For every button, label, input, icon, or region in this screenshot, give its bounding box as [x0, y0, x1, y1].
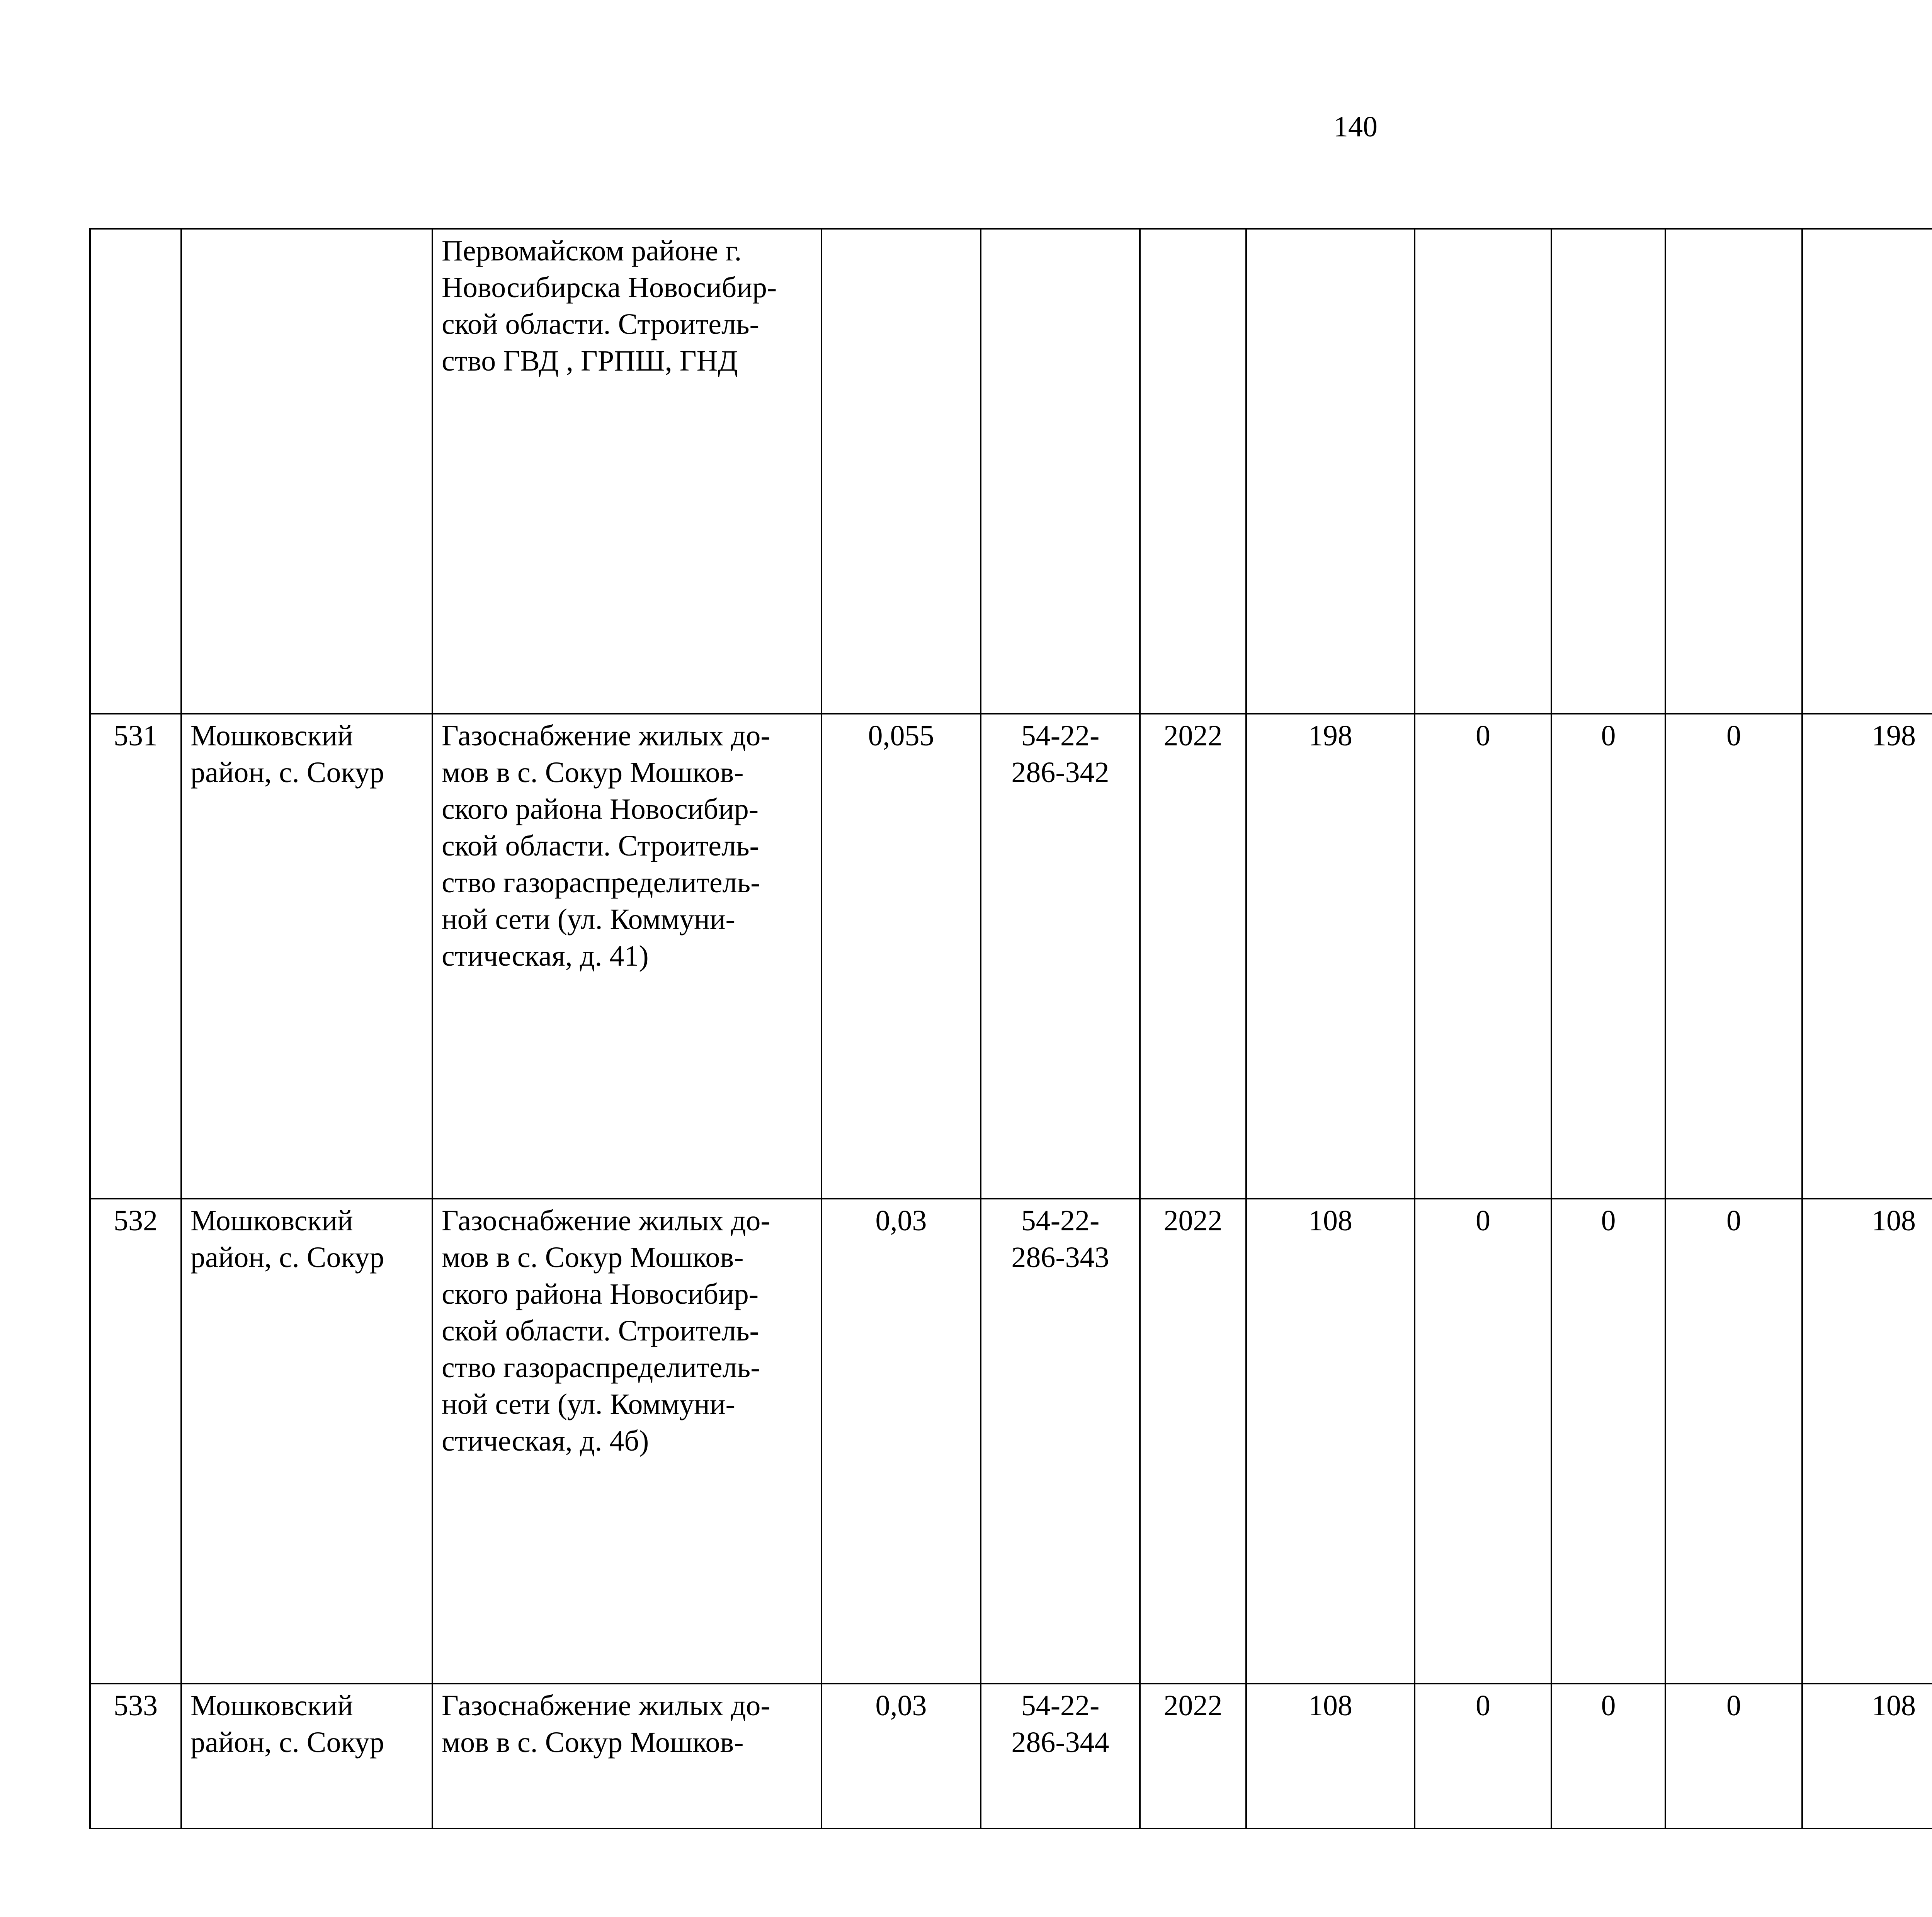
cell-code-line: 54-22- — [1021, 720, 1100, 752]
cell-object-line: Первомайском районе г. — [442, 235, 742, 267]
cell-district — [181, 1684, 432, 1829]
cell-code-line: 286-344 — [1011, 1726, 1109, 1759]
cell-number: 531 — [90, 714, 181, 1199]
cell-object-line: стическая, д. 41) — [442, 940, 649, 972]
page-number: 140 — [1333, 111, 1378, 143]
cell-value-1: 0 — [1415, 1199, 1551, 1684]
cell-district-line: Мошковский — [190, 1204, 353, 1237]
cell-object-line: ство газораспределитель- — [442, 866, 760, 899]
cell-length: 0,03 — [821, 1199, 981, 1684]
cell-value-3: 0 — [1665, 714, 1802, 1199]
cell-district — [181, 1199, 432, 1684]
cell-value-2: 0 — [1551, 1684, 1665, 1829]
cell-code — [981, 1684, 1140, 1829]
cell-district — [181, 229, 432, 714]
table-row — [90, 714, 1932, 1199]
cell-value-1: 0 — [1415, 714, 1551, 1199]
cell-value-2: 0 — [1551, 714, 1665, 1199]
cell-value-3: 0 — [1665, 1684, 1802, 1829]
cell-year: 2022 — [1140, 1684, 1246, 1829]
cell-length: 0,03 — [821, 1684, 981, 1829]
cell-object — [432, 1684, 821, 1829]
cell-object-line: ской области. Строитель- — [442, 1315, 759, 1347]
cell-code — [981, 1199, 1140, 1684]
cell-district-line: район, с. Сокур — [190, 756, 384, 789]
cell-object-line: Газоснабжение жилых до- — [442, 720, 770, 752]
cell-object-line: ского района Новосибир- — [442, 793, 759, 825]
cell-value-2 — [1551, 229, 1665, 714]
cell-value-4: 198 — [1802, 714, 1932, 1199]
cell-district-line: Мошковский — [190, 720, 353, 752]
cell-total — [1246, 229, 1415, 714]
cell-value-2: 0 — [1551, 1199, 1665, 1684]
cell-object — [432, 714, 821, 1199]
cell-district-line: район, с. Сокур — [190, 1726, 384, 1759]
cell-object-line: мов в с. Сокур Мошков- — [442, 756, 744, 789]
cell-object-line: ство газораспределитель- — [442, 1351, 760, 1384]
cell-object-line: мов в с. Сокур Мошков- — [442, 1241, 744, 1274]
cell-length: 0,055 — [821, 714, 981, 1199]
cell-total: 198 — [1246, 714, 1415, 1199]
cell-value-3 — [1665, 229, 1802, 714]
cell-object-line: Газоснабжение жилых до- — [442, 1689, 770, 1722]
cell-object-line: ной сети (ул. Коммуни- — [442, 903, 735, 936]
projects-table — [89, 228, 1932, 1829]
cell-length — [821, 229, 981, 714]
cell-number — [90, 229, 181, 714]
cell-value-3: 0 — [1665, 1199, 1802, 1684]
cell-object-line: ского района Новосибир- — [442, 1278, 759, 1310]
cell-object-line: ной сети (ул. Коммуни- — [442, 1388, 735, 1420]
cell-number: 533 — [90, 1684, 181, 1829]
cell-object-line: ство ГВД , ГРПШ, ГНД — [442, 345, 738, 377]
table-row — [90, 1199, 1932, 1684]
cell-object-line: Газоснабжение жилых до- — [442, 1204, 770, 1237]
cell-code-line: 54-22- — [1021, 1689, 1100, 1722]
cell-object-line: Новосибирска Новосибир- — [442, 271, 777, 304]
table-row — [90, 229, 1932, 714]
cell-total: 108 — [1246, 1684, 1415, 1829]
cell-code-line: 286-343 — [1011, 1241, 1109, 1274]
cell-value-1: 0 — [1415, 1684, 1551, 1829]
cell-code-line: 54-22- — [1021, 1204, 1100, 1237]
cell-code — [981, 714, 1140, 1199]
cell-value-4: 108 — [1802, 1199, 1932, 1684]
table-row — [90, 1684, 1932, 1829]
cell-total: 108 — [1246, 1199, 1415, 1684]
cell-value-4 — [1802, 229, 1932, 714]
cell-code — [981, 229, 1140, 714]
cell-object-line: ской области. Строитель- — [442, 308, 759, 340]
cell-number: 532 — [90, 1199, 181, 1684]
cell-value-4: 108 — [1802, 1684, 1932, 1829]
cell-year — [1140, 229, 1246, 714]
cell-object-line: стическая, д. 4б) — [442, 1425, 649, 1457]
cell-year: 2022 — [1140, 714, 1246, 1199]
cell-object — [432, 1199, 821, 1684]
cell-year: 2022 — [1140, 1199, 1246, 1684]
cell-value-1 — [1415, 229, 1551, 714]
cell-code-line: 286-342 — [1011, 756, 1109, 789]
cell-object-line: мов в с. Сокур Мошков- — [442, 1726, 744, 1759]
cell-district — [181, 714, 432, 1199]
cell-district-line: Мошковский — [190, 1689, 353, 1722]
cell-object — [432, 229, 821, 714]
cell-object-line: ской области. Строитель- — [442, 830, 759, 862]
cell-district-line: район, с. Сокур — [190, 1241, 384, 1274]
